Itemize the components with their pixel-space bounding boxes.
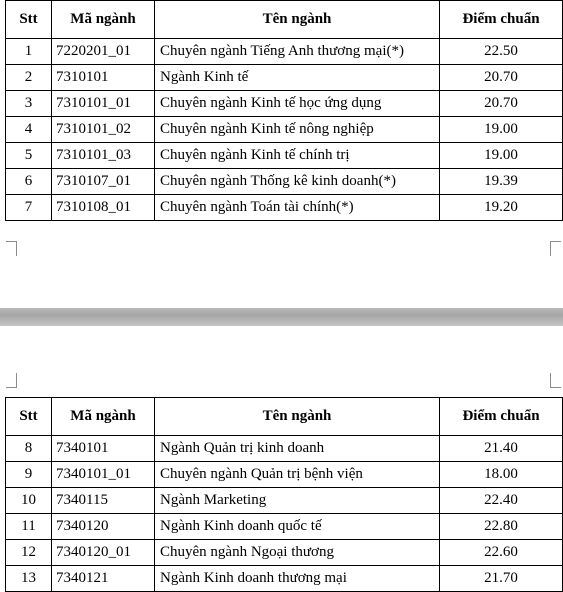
header-major-code: Mã ngành <box>52 398 155 436</box>
cell-major-code: 7340115 <box>52 488 155 514</box>
cell-stt: 2 <box>6 65 52 91</box>
table-row <box>6 514 563 540</box>
cell-major-name: Chuyên ngành Toán tài chính(*) <box>155 195 440 221</box>
cell-benchmark-score: 19.20 <box>440 195 563 221</box>
cell-major-code: 7340101_01 <box>52 462 155 488</box>
table-row <box>6 436 563 462</box>
cell-stt: 13 <box>6 566 52 592</box>
header-major-name: Tên ngành <box>155 398 440 436</box>
table-row <box>6 488 563 514</box>
cell-benchmark-score: 19.00 <box>440 143 563 169</box>
cell-stt: 10 <box>6 488 52 514</box>
cell-major-name: Chuyên ngành Kinh tế nông nghiệp <box>155 117 440 143</box>
cell-benchmark-score: 22.60 <box>440 540 563 566</box>
header-stt: Stt <box>6 398 52 436</box>
table-header-row <box>6 398 563 436</box>
table-row <box>6 169 563 195</box>
cell-stt: 4 <box>6 117 52 143</box>
cell-benchmark-score: 22.50 <box>440 39 563 65</box>
table-row <box>6 39 563 65</box>
cell-major-code: 7310101_03 <box>52 143 155 169</box>
cell-major-code: 7340120 <box>52 514 155 540</box>
cell-major-name: Chuyên ngành Quản trị bệnh viện <box>155 462 440 488</box>
cell-major-code: 7340120_01 <box>52 540 155 566</box>
cell-stt: 6 <box>6 169 52 195</box>
cell-benchmark-score: 21.70 <box>440 566 563 592</box>
table-row <box>6 195 563 221</box>
table-header-row <box>6 1 563 39</box>
cell-benchmark-score: 18.00 <box>440 462 563 488</box>
cell-major-name: Ngành Kinh doanh quốc tế <box>155 514 440 540</box>
cell-major-name: Chuyên ngành Tiếng Anh thương mại(*) <box>155 39 440 65</box>
cell-major-code: 7310107_01 <box>52 169 155 195</box>
table-row <box>6 462 563 488</box>
cell-major-code: 7310101_01 <box>52 91 155 117</box>
cell-benchmark-score: 22.80 <box>440 514 563 540</box>
cell-stt: 9 <box>6 462 52 488</box>
cell-major-code: 7220201_01 <box>52 39 155 65</box>
table-row <box>6 566 563 592</box>
cell-stt: 5 <box>6 143 52 169</box>
cell-major-name: Chuyên ngành Ngoại thương <box>155 540 440 566</box>
admission-score-table-part-2 <box>5 397 563 592</box>
cell-major-name: Ngành Kinh doanh thương mại <box>155 566 440 592</box>
page-corner-mark <box>550 373 561 388</box>
header-major-name: Tên ngành <box>155 1 440 39</box>
page-corner-mark <box>6 241 17 256</box>
page-break-gap <box>0 308 563 326</box>
cell-stt: 7 <box>6 195 52 221</box>
table-row <box>6 117 563 143</box>
cell-major-name: Chuyên ngành Kinh tế học ứng dụng <box>155 91 440 117</box>
cell-benchmark-score: 19.39 <box>440 169 563 195</box>
cell-major-code: 7340101 <box>52 436 155 462</box>
cell-major-name: Ngành Marketing <box>155 488 440 514</box>
cell-stt: 1 <box>6 39 52 65</box>
admission-score-table-part-1 <box>5 0 563 221</box>
cell-major-code: 7340121 <box>52 566 155 592</box>
cell-benchmark-score: 22.40 <box>440 488 563 514</box>
table-row <box>6 91 563 117</box>
cell-stt: 8 <box>6 436 52 462</box>
cell-stt: 11 <box>6 514 52 540</box>
page-corner-mark <box>6 373 17 388</box>
table-row <box>6 65 563 91</box>
cell-benchmark-score: 19.00 <box>440 117 563 143</box>
cell-benchmark-score: 20.70 <box>440 91 563 117</box>
header-major-code: Mã ngành <box>52 1 155 39</box>
cell-major-code: 7310108_01 <box>52 195 155 221</box>
header-stt: Stt <box>6 1 52 39</box>
table-row <box>6 143 563 169</box>
page-corner-mark <box>550 241 561 256</box>
cell-major-code: 7310101 <box>52 65 155 91</box>
cell-major-code: 7310101_02 <box>52 117 155 143</box>
cell-benchmark-score: 20.70 <box>440 65 563 91</box>
cell-stt: 12 <box>6 540 52 566</box>
document-page-2 <box>0 326 563 586</box>
cell-major-name: Ngành Quản trị kinh doanh <box>155 436 440 462</box>
cell-major-name: Ngành Kinh tế <box>155 65 440 91</box>
cell-benchmark-score: 21.40 <box>440 436 563 462</box>
cell-stt: 3 <box>6 91 52 117</box>
header-benchmark-score: Điểm chuẩn <box>440 1 563 39</box>
cell-major-name: Chuyên ngành Thống kê kinh doanh(*) <box>155 169 440 195</box>
cell-major-name: Chuyên ngành Kinh tế chính trị <box>155 143 440 169</box>
header-benchmark-score: Điểm chuẩn <box>440 398 563 436</box>
table-row <box>6 540 563 566</box>
